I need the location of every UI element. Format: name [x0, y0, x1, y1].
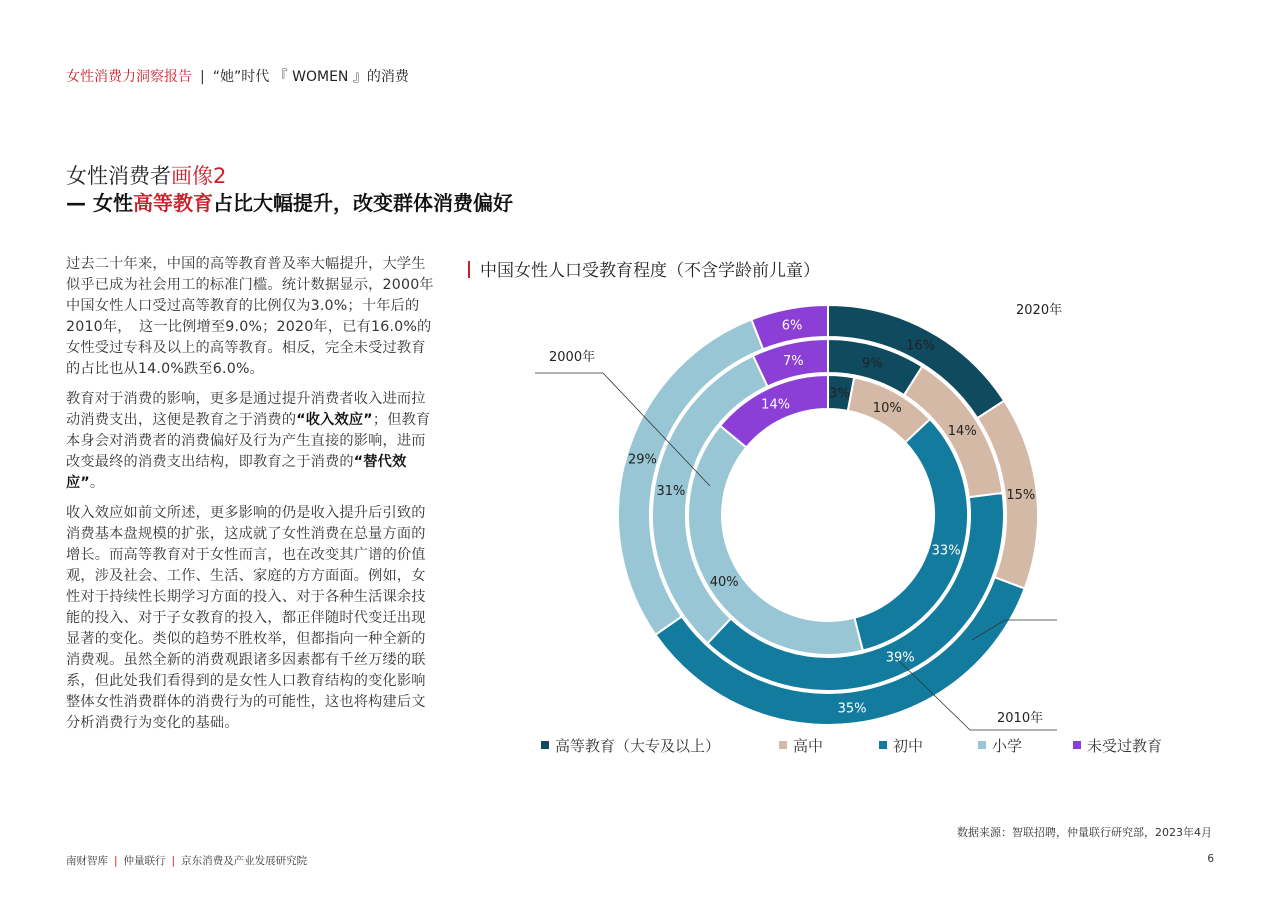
header-separator: |	[200, 69, 205, 85]
p2-text-e: 。	[89, 475, 105, 491]
legend-item-no-education: 未受过教育	[1073, 735, 1162, 756]
section-subtitle	[66, 187, 513, 216]
slice-label-outer-0: 16%	[906, 338, 936, 354]
slice-label-inner-0: 3%	[829, 386, 850, 402]
chart-title-text: 中国女性人口受教育程度（不含学龄前儿童）	[480, 261, 820, 281]
slice-label-outer-1: 15%	[1006, 487, 1036, 503]
slice-label-inner-4: 14%	[761, 397, 791, 413]
substitution-effect-term: “替代效应”	[66, 454, 407, 491]
report-subtitle: “她”时代 『 WOMEN 』的消费	[212, 69, 409, 85]
subtitle-prefix: — 女性	[66, 191, 133, 215]
footer-org-1: 南财智库	[66, 855, 108, 867]
ring-label-2020: 2020年	[1016, 303, 1063, 318]
body-text	[66, 254, 438, 743]
slice-label-inner-2: 33%	[931, 543, 961, 559]
income-effect-term: “收入效应”	[296, 412, 373, 428]
report-name: 女性消费力洞察报告	[66, 69, 192, 85]
donut-rings	[618, 305, 1038, 725]
paragraph-1: 过去二十年来，中国的高等教育普及率大幅提升，大学生似乎已成为社会用工的标准门槛。统计数据显示，2000年中国女性人口受过高等教育的比例仅为3.0%；十年后的2010年， 这一比例增至9.0%；2020年，已有16.0%的女性受过专科及以上的高等教育。相反，完全未受过教育的占比也从14.0%跌至6.0%。	[66, 256, 434, 377]
paragraph-2	[66, 389, 438, 494]
chart-title	[468, 256, 820, 281]
title-accent-bar	[468, 261, 470, 278]
report-header	[66, 66, 409, 86]
ring-label-2010: 2010年	[997, 711, 1044, 726]
footer-org-2: 仲量联行	[123, 855, 166, 867]
subtitle-rest: 占比大幅提升，改变群体消费偏好	[212, 191, 513, 215]
legend-swatch	[879, 741, 887, 749]
slice-label-outer-3: 29%	[627, 452, 657, 468]
slice-label-middle-2: 39%	[885, 650, 915, 666]
p2-text-a: 教育对于消费的影响，更多是通过提升消费者收入进而拉动消费支出，这便是教育之于消费的	[66, 391, 426, 428]
slice-label-middle-4: 7%	[783, 353, 804, 369]
legend-item-high-school: 高中	[779, 735, 823, 756]
subtitle-highlight: 高等教育	[132, 191, 213, 215]
legend-item-higher-ed: 高等教育（大专及以上）	[541, 735, 720, 756]
footer-orgs: 南财智库 | 仲量联行 | 京东消费及产业发展研究院	[66, 855, 308, 867]
slice-label-outer-4: 6%	[781, 318, 803, 334]
legend-swatch	[978, 741, 986, 749]
slice-label-middle-1: 14%	[947, 423, 977, 439]
legend-swatch	[779, 741, 787, 749]
slice-label-inner-3: 40%	[709, 574, 739, 590]
legend-swatch	[541, 741, 549, 749]
legend-swatch	[1073, 741, 1081, 749]
footer-org-3: 京东消费及产业发展研究院	[181, 855, 308, 867]
legend-item-middle-school: 初中	[879, 735, 923, 756]
legend-item-primary-school: 小学	[978, 735, 1022, 756]
title-highlight: 画像2	[171, 164, 227, 188]
data-source: 数据来源：智联招聘，仲量联行研究部，2023年4月	[957, 826, 1212, 839]
slice-label-outer-2: 35%	[837, 701, 867, 717]
education-donut-chart	[460, 290, 1100, 740]
ring-label-2000: 2000年	[549, 350, 596, 365]
slice-label-middle-0: 9%	[862, 356, 883, 372]
page-number: 6	[1207, 853, 1214, 865]
section-title	[66, 160, 226, 190]
title-plain: 女性消费者	[66, 164, 171, 188]
slice-label-inner-1: 10%	[872, 401, 902, 417]
slice-label-middle-3: 31%	[656, 484, 686, 500]
p2-text-c: ；但教育本身会对消费者的消费偏好及行为产生直接的影响，进而改变最终的消费支出结构，即教育之于消费的	[66, 412, 431, 470]
paragraph-3: 收入效应如前文所述，更多影响的仍是收入提升后引致的消费基本盘规模的扩张，这成就了女性消费在总量方面的增长。而高等教育对于女性而言，也在改变其广谱的价值观，涉及社会、工作、生活、家庭的方方面面。例如，女性对于持续性长期学习方面的投入、对于各种生活课余技能的投入、对于子女教育的投入，都正伴随时代变迁出现显著的变化。类似的趋势不胜枚举，但都指向一种全新的消费观。虽然全新的消费观跟诸多因素都有千丝万缕的联系，但此处我们看得到的是女性人口教育结构的变化影响整体女性消费群体的消费行为的可能性，这也将构建后文分析消费行为变化的基础。	[66, 505, 426, 731]
